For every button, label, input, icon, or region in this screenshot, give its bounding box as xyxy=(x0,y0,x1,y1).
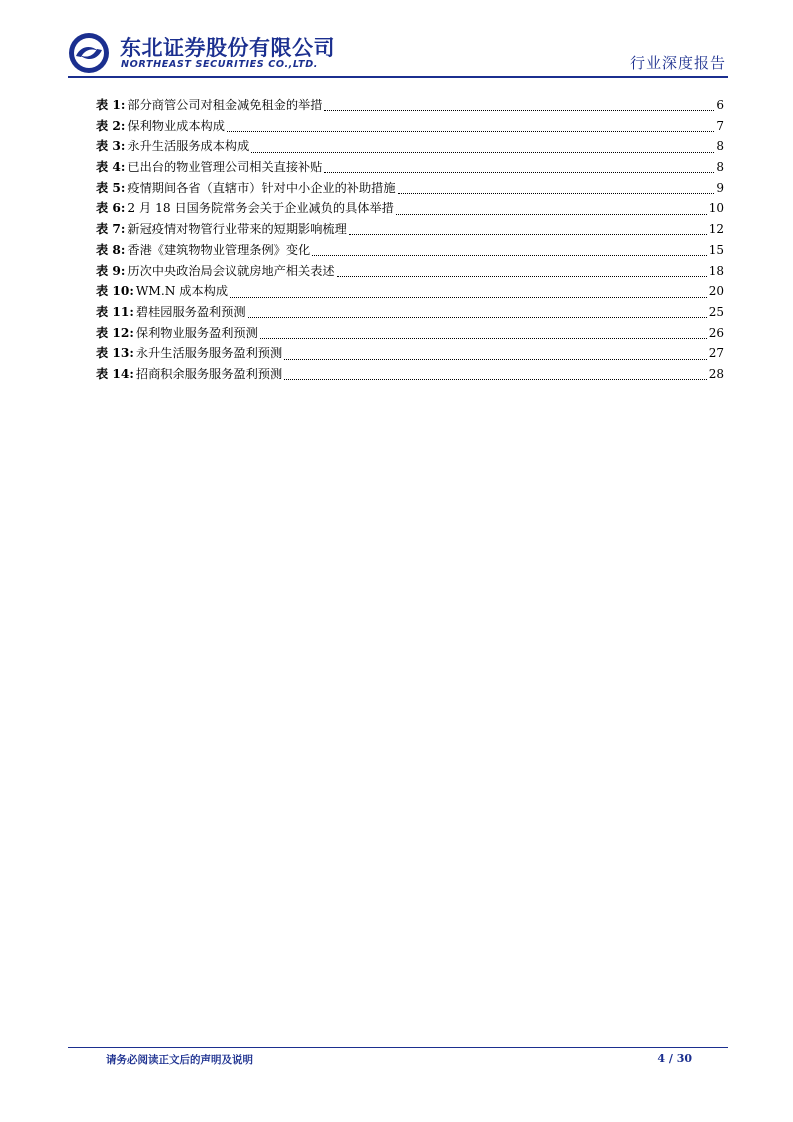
toc-leader-dots xyxy=(312,254,706,256)
toc-entry-page: 28 xyxy=(708,366,724,381)
toc-leader-dots xyxy=(260,337,707,339)
toc-entry-label: 表 9: xyxy=(96,263,126,278)
toc-entry-title: 部分商管公司对租金减免租金的举措 xyxy=(127,98,323,112)
report-type: 行业深度报告 xyxy=(629,54,726,72)
toc-entry[interactable] xyxy=(96,343,724,364)
toc-entry[interactable] xyxy=(96,116,724,137)
toc-entry-label: 表 3: xyxy=(96,139,126,154)
toc-leader-dots xyxy=(248,316,707,318)
page-header xyxy=(68,28,728,78)
toc-entry-label: 表 11: xyxy=(96,304,134,319)
page-number: 4 / 30 xyxy=(657,1052,692,1065)
toc-leader-dots xyxy=(337,275,707,277)
toc-leader-dots xyxy=(396,213,707,215)
toc-entry[interactable] xyxy=(96,281,724,302)
toc-entry-title: 疫情期间各省（直辖市）针对中小企业的补助措施 xyxy=(127,180,396,195)
header-divider xyxy=(68,76,728,78)
toc-entry-label: 表 5: xyxy=(96,180,126,195)
toc-entry-label: 表 12: xyxy=(96,325,134,340)
toc-entry[interactable] xyxy=(96,240,724,261)
toc-entry-title: 碧桂园服务盈利预测 xyxy=(135,304,246,319)
toc-leader-dots xyxy=(324,171,714,173)
toc-entry[interactable] xyxy=(96,95,724,116)
toc-entry-title: 招商积余服务服务盈利预测 xyxy=(135,366,283,381)
footer-divider xyxy=(68,1047,728,1048)
toc-leader-dots xyxy=(251,151,714,153)
toc-entry[interactable] xyxy=(96,261,724,282)
toc-leader-dots xyxy=(227,130,714,132)
toc-entry-page: 25 xyxy=(708,304,724,319)
footer-disclaimer: 请务必阅读正文后的声明及说明 xyxy=(106,1054,253,1066)
toc-entry-page: 18 xyxy=(708,263,724,278)
toc-leader-dots xyxy=(284,378,707,380)
toc-entry-title: 永升生活服务服务盈利预测 xyxy=(135,346,283,361)
toc-entry[interactable] xyxy=(96,219,724,240)
toc-entry-page: 26 xyxy=(708,325,724,340)
toc-entry[interactable] xyxy=(96,364,724,385)
toc-entry[interactable] xyxy=(96,323,724,344)
table-list xyxy=(96,95,724,385)
toc-entry-page: 10 xyxy=(708,201,724,216)
toc-entry-label: 表 7: xyxy=(96,222,126,237)
toc-entry-page: 15 xyxy=(708,242,724,257)
toc-leader-dots xyxy=(284,358,707,360)
toc-leader-dots xyxy=(349,233,707,235)
toc-entry-label: 表 14: xyxy=(96,366,134,381)
toc-entry-title: 香港《建筑物物业管理条例》变化 xyxy=(127,242,311,257)
toc-entry-page: 9 xyxy=(716,180,724,195)
toc-entry-label: 表 1: xyxy=(96,98,126,112)
toc-entry-title: 2 月 18 日国务院常务会关于企业减负的具体举措 xyxy=(127,201,394,216)
toc-entry-title: 历次中央政治局会议就房地产相关表述 xyxy=(127,263,335,278)
toc-entry-title: 永升生活服务成本构成 xyxy=(127,139,250,154)
toc-entry-page: 27 xyxy=(708,346,724,361)
toc-entry-label: 表 13: xyxy=(96,346,134,361)
toc-entry-title: 保利物业服务盈利预测 xyxy=(135,325,258,340)
toc-entry[interactable] xyxy=(96,302,724,323)
toc-leader-dots xyxy=(230,296,707,298)
company-logo-icon xyxy=(68,32,110,74)
toc-entry-label: 表 8: xyxy=(96,242,126,257)
toc-entry-label: 表 10: xyxy=(96,284,134,299)
toc-entry-page: 12 xyxy=(708,222,724,237)
toc-entry[interactable] xyxy=(96,198,724,219)
toc-entry-title: 已出台的物业管理公司相关直接补贴 xyxy=(127,160,323,175)
toc-entry-title: 保利物业成本构成 xyxy=(127,118,225,133)
toc-entry-page: 8 xyxy=(716,160,724,175)
toc-entry[interactable] xyxy=(96,157,724,178)
company-name-en: NORTHEAST SECURITIES CO.,LTD. xyxy=(121,59,319,70)
toc-entry-label: 表 2: xyxy=(96,118,126,133)
toc-entry-label: 表 6: xyxy=(96,201,126,216)
company-name-cn: 东北证券股份有限公司 xyxy=(120,36,335,60)
toc-entry-page: 6 xyxy=(716,98,724,112)
toc-entry-page: 7 xyxy=(716,118,724,133)
toc-entry[interactable] xyxy=(96,136,724,157)
toc-entry-label: 表 4: xyxy=(96,160,126,175)
toc-entry-page: 8 xyxy=(716,139,724,154)
toc-leader-dots xyxy=(324,109,714,111)
toc-entry-title: WM.N 成本构成 xyxy=(135,284,229,299)
toc-entry-page: 20 xyxy=(708,284,724,299)
toc-leader-dots xyxy=(398,192,715,194)
toc-entry[interactable] xyxy=(96,178,724,199)
toc-entry-title: 新冠疫情对物管行业带来的短期影响梳理 xyxy=(127,222,347,237)
